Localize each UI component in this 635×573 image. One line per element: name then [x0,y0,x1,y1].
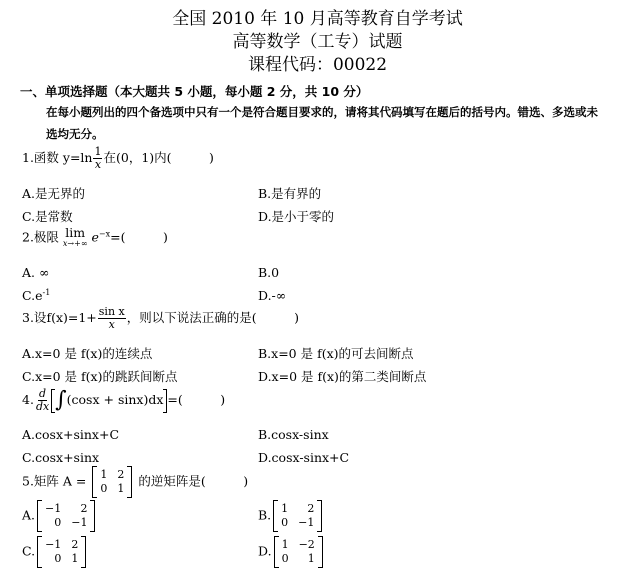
matrix-a [92,466,132,498]
question-1-fraction [93,146,102,171]
q5-option-a-label: A. [22,507,36,523]
q2-option-a: A. ∞ [22,265,50,280]
matrix-right-bracket [317,500,322,532]
question-1-suffix: 在(0，1)内( ) [103,150,214,165]
matrix-right-bracket [127,466,132,498]
q2-option-b: B.0 [258,265,280,280]
limit-operator [63,227,88,249]
matrix-cell: −1 [298,516,315,529]
matrix-cell: 2 [117,468,125,481]
matrix-cell: 1 [117,482,125,495]
question-1-prefix: 1.函数 y=ln [22,150,93,165]
fraction-denominator: x [94,158,102,171]
question-2-prefix: 2.极限 [22,229,59,245]
q5-option-b-matrix [273,500,322,532]
fraction-denominator: x [108,318,115,331]
matrix-cell: 1 [71,552,79,565]
exp-superscript: −x [98,229,111,239]
q5-option-a [22,500,97,532]
q3-option-c: C.x=0 是 f(x)的跳跃间断点 [22,369,178,384]
q5-option-d-matrix [274,536,323,568]
q4-option-d: D.cosx-sinx+C [258,450,350,465]
matrix-cell: 1 [281,502,289,515]
instruction-line-1: 在每小题列出的四个备选项中只有一个是符合题目要求的，请将其代码填写在题后的括号内。错选、多选或未 [46,105,598,119]
lim-subscript: x→+∞ [62,239,88,248]
exp-base: e [91,229,99,245]
q2-option-c-sup: -1 [42,288,51,297]
question-5-suffix: 的逆矩阵是( ) [138,473,249,489]
question-4-suffix: =( ) [167,392,226,407]
section-heading: 一、单项选择题（本大题共 5 小题，每小题 2 分，共 10 分） [20,84,369,99]
q4-option-a: A.cosx+sinx+C [22,427,120,442]
question-5 [22,466,248,498]
q1-option-a: A.是无界的 [22,186,86,201]
matrix-cell: 2 [80,502,88,515]
question-4-prefix: 4. [22,392,34,407]
derivative-operator [35,388,50,413]
question-5-prefix: 5.矩阵 A = [22,473,87,489]
matrix-cell: 0 [100,482,108,495]
matrix-right-bracket [81,536,86,568]
fraction-numerator: sin x [98,305,125,318]
question-1 [22,146,214,171]
matrix-right-bracket [318,536,323,568]
integral-sign-icon: ∫ [55,387,67,413]
q5-option-b-label: B. [258,507,272,523]
matrix-cell: −2 [298,538,315,551]
lim-word: lim [65,225,86,240]
matrix-cell: −1 [71,516,88,529]
exam-subtitle: 高等数学（工专）试题 [232,32,403,52]
question-3-fx: f(x)=1+ [46,310,97,325]
question-3-prefix: 3.设 [22,310,47,325]
question-3-fraction [98,306,126,331]
q3-option-b: B.x=0 是 f(x)的可去间断点 [258,346,414,361]
matrix-cell: 2 [307,502,315,515]
course-code: 课程代码：00022 [247,55,388,75]
matrix-cell: 1 [307,552,315,565]
question-3 [22,306,299,331]
q5-option-d [258,536,325,568]
derivative-denominator: dx [35,400,50,413]
q4-option-b: B.cosx-sinx [258,427,329,442]
q5-option-d-label: D. [258,543,272,559]
question-3-suffix: ，则以下说法正确的是( ) [126,310,299,325]
matrix-cell: 1 [281,538,289,551]
matrix-cell: 1 [100,468,108,481]
matrix-right-bracket [90,500,95,532]
fraction-numerator: 1 [94,145,102,158]
question-4 [22,388,225,413]
instruction-line-2: 选均无分。 [46,127,104,141]
q1-option-b: B.是有界的 [258,186,322,201]
q3-option-d: D.x=0 是 f(x)的第二类间断点 [258,369,427,384]
exam-title: 全国 2010 年 10 月高等教育自学考试 [172,9,463,29]
q1-option-c: C.是常数 [22,209,73,224]
q1-option-d: D.是小于零的 [258,209,335,224]
q2-option-d: D.-∞ [258,288,287,303]
integrand: (cosx + sinx)dx [66,392,164,407]
matrix-cell: 2 [71,538,79,551]
q5-option-b [258,500,324,532]
matrix-cell: 0 [281,552,289,565]
q3-option-a: A.x=0 是 f(x)的连续点 [22,346,153,361]
q5-option-c-label: C. [22,543,36,559]
question-2-suffix: =( ) [110,229,168,245]
matrix-cell: 0 [54,552,62,565]
q2-option-c [22,288,50,303]
q5-option-a-matrix [37,500,95,532]
q5-option-c [22,536,88,568]
matrix-cell: 0 [281,516,289,529]
q2-option-c-base: C.e [22,288,43,304]
q4-option-c: C.cosx+sinx [22,450,100,465]
matrix-cell: 0 [54,516,62,529]
q5-option-c-matrix [37,536,86,568]
derivative-numerator: d [39,387,47,400]
matrix-cell: −1 [45,538,62,551]
question-2 [22,227,168,249]
matrix-cell: −1 [45,502,62,515]
